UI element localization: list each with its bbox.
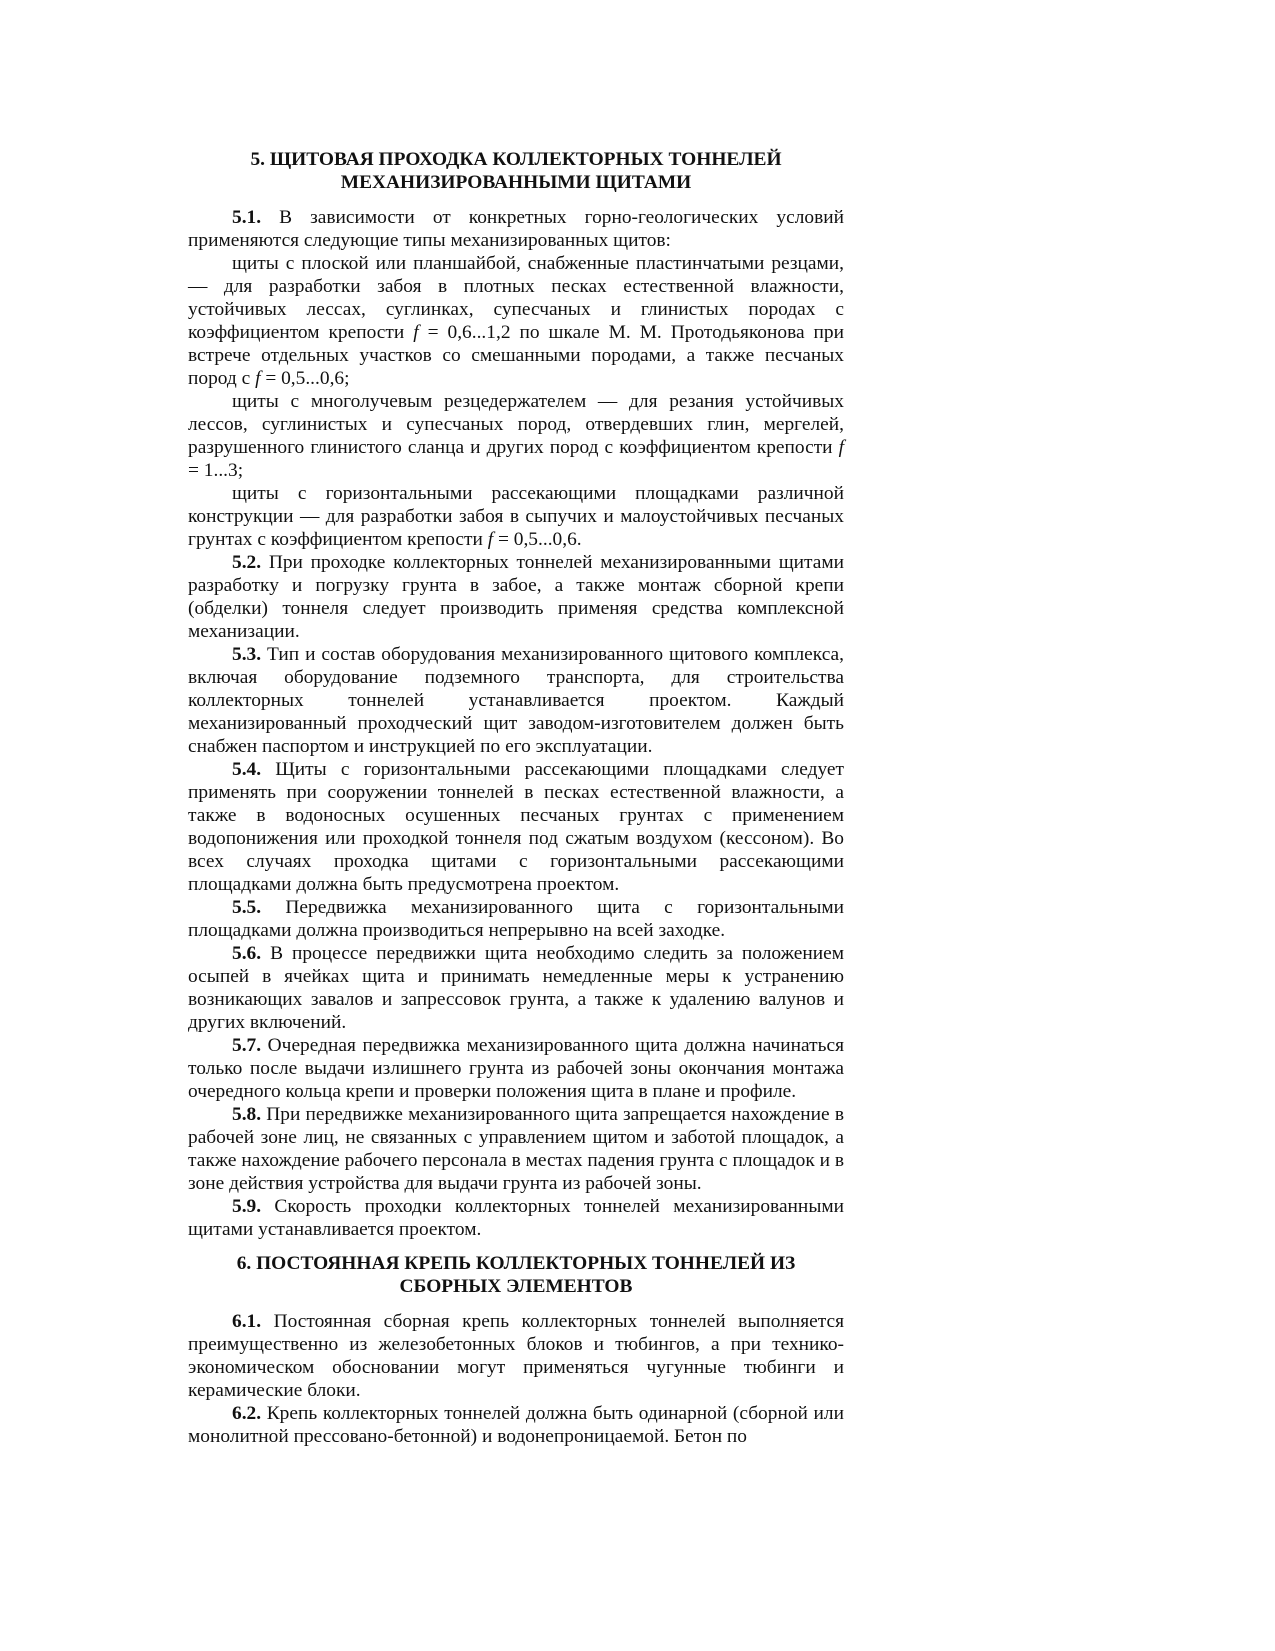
paragraph-text: Крепь коллекторных тоннелей должна быть одинарной (сборной или монолитной прессовано-бетонной) и водонепроницаемой. Бетон по — [188, 1403, 844, 1447]
paragraph-5-3 — [188, 643, 844, 758]
paragraph-number: 5.8. — [232, 1104, 262, 1125]
list-item-text: = 0,5...0,6; — [260, 368, 350, 389]
coefficient-symbol: f — [413, 322, 419, 343]
list-item-text: = 0,5...0,6. — [493, 529, 582, 550]
paragraph-text: Щиты с горизонтальными рассекающими площадками следует применять при сооружении тоннелей в песках естественной влажности, а также в водоносных осушенных песчаных грунтах с применением водопонижения или проходкой тоннеля под сжатым воздухом (кессоном). Во всех случаях проходка щитами с горизонтальными рассекающими площадками должна быть предусмотрена проектом. — [188, 759, 844, 895]
paragraph-5-9 — [188, 1195, 844, 1241]
paragraph-6-2 — [188, 1402, 844, 1448]
list-item-text: = 1...3; — [188, 460, 244, 481]
paragraph-number: 5.3. — [232, 644, 262, 665]
section-5-heading — [188, 148, 844, 194]
paragraph-number: 6.2. — [232, 1403, 262, 1424]
paragraph-text: При проходке коллекторных тоннелей механизированными щитами разработку и погрузку грунта в забое, а также монтаж сборной крепи (обделки) тоннеля следует производить применяя средства комплексной механизации. — [188, 552, 844, 642]
paragraph-number: 5.9. — [232, 1196, 262, 1217]
list-item-flat-shield — [188, 252, 844, 390]
paragraph-5-4 — [188, 758, 844, 896]
paragraph-number: 6.1. — [232, 1311, 262, 1332]
coefficient-symbol: f — [838, 437, 844, 458]
paragraph-text: Передвижка механизированного щита с горизонтальными площадками должна производиться непрерывно на всей заходке. — [188, 897, 844, 941]
section-6-heading-line-1: 6. ПОСТОЯННАЯ КРЕПЬ КОЛЛЕКТОРНЫХ ТОННЕЛЕЙ ИЗ — [236, 1253, 796, 1274]
paragraph-number: 5.4. — [232, 759, 262, 780]
paragraph-5-2 — [188, 551, 844, 643]
paragraph-5-8 — [188, 1103, 844, 1195]
paragraph-6-1 — [188, 1310, 844, 1402]
paragraph-5-7 — [188, 1034, 844, 1103]
paragraph-text: Скорость проходки коллекторных тоннелей механизированными щитами устанавливается проектом. — [188, 1196, 844, 1240]
paragraph-text: Очередная передвижка механизированного щита должна начинаться только после выдачи излишнего грунта из рабочей зоны окончания монтажа очередного кольца крепи и проверки положения щита в плане и профиле. — [188, 1035, 844, 1102]
paragraph-5-6 — [188, 942, 844, 1034]
paragraph-text: В процессе передвижки щита необходимо следить за положением осыпей в ячейках щита и принимать немедленные меры к устранению возникающих завалов и запрессовок грунта, а также к удалению валунов и других включений. — [188, 943, 844, 1033]
section-5-heading-line-1: 5. ЩИТОВАЯ ПРОХОДКА КОЛЛЕКТОРНЫХ ТОННЕЛЕЙ — [250, 149, 782, 170]
document-page — [188, 148, 844, 1448]
paragraph-text: В зависимости от конкретных горно-геологических условий применяются следующие типы механизированных щитов: — [188, 207, 844, 251]
paragraph-5-5 — [188, 896, 844, 942]
section-6-heading-line-2: СБОРНЫХ ЭЛЕМЕНТОВ — [399, 1276, 633, 1297]
paragraph-number: 5.2. — [232, 552, 262, 573]
paragraph-text: Тип и состав оборудования механизированного щитового комплекса, включая оборудование подземного транспорта, для строительства коллекторных тоннелей устанавливается проектом. Каждый механизированный проходческий щит заводом-изготовителем должен быть снабжен паспортом и инструкцией по его эксплуатации. — [188, 644, 844, 757]
paragraph-number: 5.5. — [232, 897, 262, 918]
coefficient-symbol: f — [255, 368, 261, 389]
list-item-text: щиты с плоской или планшайбой, снабженные пластинчатыми резцами, — для разработки забоя в плотных песках естественной влажности, устойчивых лессах, суглинках, супесчаных и глинистых породах с коэффициентом крепости — [188, 253, 844, 343]
paragraph-text: При передвижке механизированного щита запрещается нахождение в рабочей зоне лиц, не связанных с управлением щитом и заботой площадок, а также нахождение рабочего персонала в местах падения грунта с площадок и в зоне действия устройства для выдачи грунта из рабочей зоны. — [188, 1104, 844, 1194]
paragraph-number: 5.6. — [232, 943, 262, 964]
paragraph-number: 5.1. — [232, 207, 262, 228]
section-6-heading — [188, 1252, 844, 1298]
list-item-text: щиты с многолучевым резцедержателем — для резания устойчивых лессов, суглинистых и супесчаных пород, отвердевших глин, мергелей, разрушенного глинистого сланца и других пород с коэффициентом крепости — [188, 391, 844, 458]
paragraph-5-1 — [188, 206, 844, 252]
list-item-text: щиты с горизонтальными рассекающими площадками различной конструкции — для разработки забоя в сыпучих и малоустойчивых песчаных грунтах с коэффициентом крепости — [188, 483, 844, 550]
coefficient-symbol: f — [487, 529, 494, 550]
list-item-horizontal-platform-shield — [188, 482, 844, 551]
list-item-multibeam-shield — [188, 390, 844, 482]
list-item-text: = 0,6...1,2 по шкале М. М. Протодьяконова при встрече отдельных участков со смешанными породами, а также песчаных пород с — [188, 322, 845, 389]
paragraph-text: Постоянная сборная крепь коллекторных тоннелей выполняется преимущественно из железобетонных блоков и тюбингов, а при технико-экономическом обосновании могут применяться чугунные тюбинги и керамические блоки. — [188, 1311, 844, 1401]
paragraph-number: 5.7. — [232, 1035, 262, 1056]
section-5-heading-line-2: МЕХАНИЗИРОВАННЫМИ ЩИТАМИ — [340, 172, 692, 193]
